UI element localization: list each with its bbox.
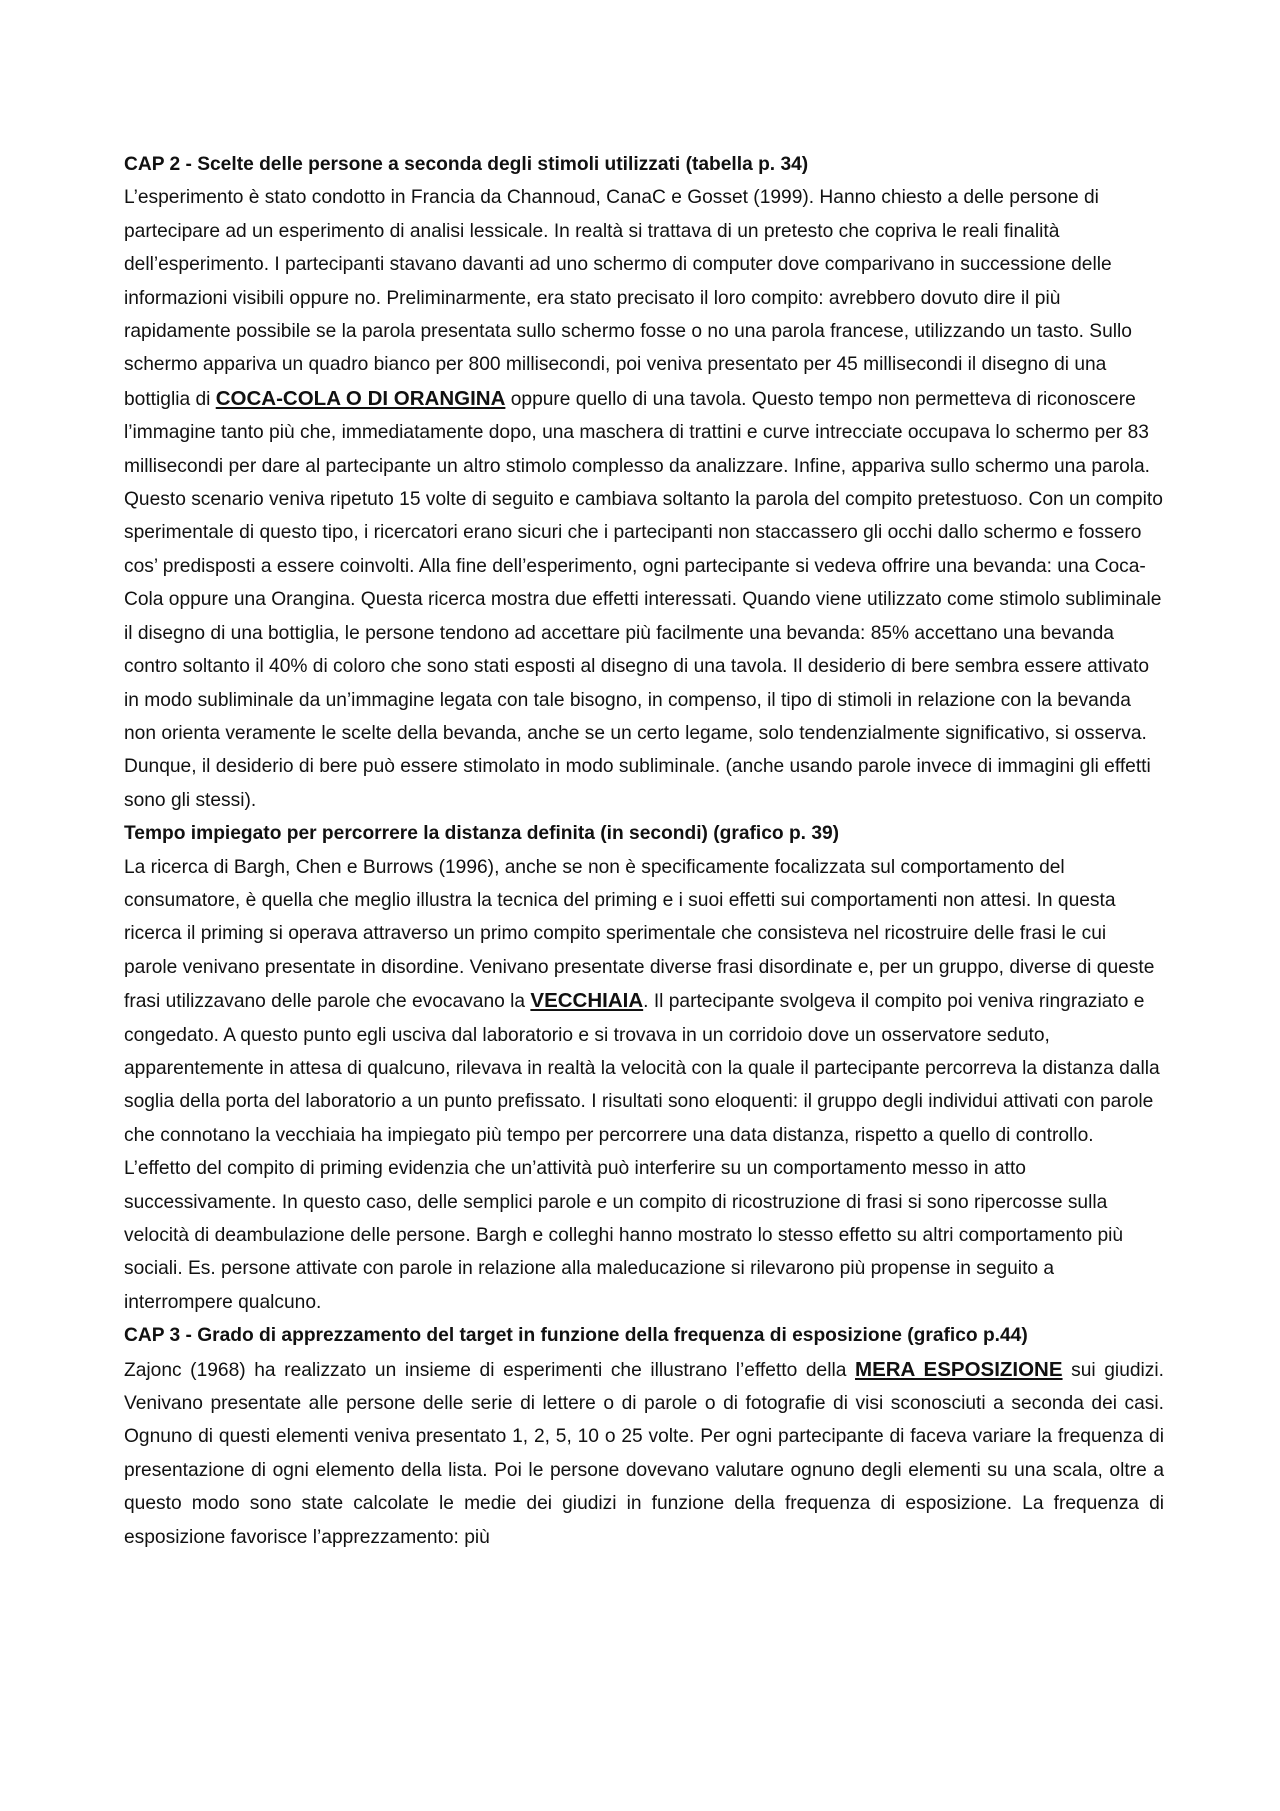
- paragraph-cap2: [124, 181, 1164, 817]
- paragraph-tempo: [124, 851, 1164, 1320]
- keyword-mera-esposizione: MERA ESPOSIZIONE: [855, 1357, 1063, 1381]
- paragraph-text: L’esperimento è stato condotto in Francia da Channoud, CanaC e Gosset (1999). Hanno chiesto a delle persone di partecipare ad un esperimento di analisi lessicale. In realtà si trattava di un pretesto che copriva le reali finalità dell’esperimento. I partecipanti stavano davanti ad uno schermo di computer dove comparivano in successione delle informazioni visibili oppure no. Preliminarmente, era stato precisato il loro compito: avrebbero dovuto dire il più rapidamente possibile se la parola presentata sullo schermo fosse o no una parola francese, utilizzando un tasto. Sullo schermo appariva un quadro bianco per 800 millisecondi, poi veniva presentato per 45 millisecondi il disegno di una bottiglia di: [124, 187, 1132, 410]
- paragraph-text: Zajonc (1968) ha realizzato un insieme di esperimenti che illustrano l’effetto della: [124, 1359, 855, 1381]
- paragraph-text: sui giudizi. Venivano presentate alle persone delle serie di lettere o di parole o di fotografie di visi sconosciuti a seconda dei casi. Ognuno di questi elementi veniva presentato 1, 2, 5, 10 o 25 volte. Per ogni partecipante di faceva variare la frequenza di presentazione di ogni elemento della lista. Poi le persone dovevano valutare ognuno degli elementi su una scala, oltre a questo modo sono state calcolate le medie dei giudizi in funzione della frequenza di esposizione. La frequenza di esposizione favorisce l’apprezzamento: più: [124, 1359, 1164, 1548]
- paragraph-text: La ricerca di Bargh, Chen e Burrows (1996), anche se non è specificamente focalizzata sul comportamento del consumatore, è quella che meglio illustra la tecnica del priming e i suoi effetti sui comportamenti non attesi. In questa ricerca il priming si operava attraverso un primo compito sperimentale che consisteva nel ricostruire delle frasi le cui parole venivano presentate in disordine. Venivano presentate diverse frasi disordinate e, per un gruppo, diverse di queste frasi utilizzavano delle parole che evocavano la: [124, 856, 1155, 1013]
- keyword-vecchiaia: VECCHIAIA: [530, 989, 644, 1013]
- paragraph-cap3: [124, 1353, 1164, 1554]
- document-page: [124, 148, 1164, 1554]
- keyword-coca-cola-orangina: COCA-COLA O DI ORANGINA: [215, 386, 506, 410]
- section-heading-cap2: CAP 2 - Scelte delle persone a seconda degli stimoli utilizzati (tabella p. 34): [124, 154, 809, 175]
- paragraph-text: . Il partecipante svolgeva il compito poi veniva ringraziato e congedato. A questo punto egli usciva dal laboratorio e si trovava in un corridoio dove un osservatore seduto, apparentemente in attesa di qualcuno, rilevava in realtà la velocità con la quale il partecipante percorreva la distanza dalla soglia della porta del laboratorio a un punto prefissato. I risultati sono eloquenti: il gruppo degli individui attivati con parole che connotano la vecchiaia ha impiegato più tempo per percorrere una data distanza, rispetto a quello di controllo. L’effetto del compito di priming evidenzia che un’attività può interferire su un comportamento messo in atto successivamente. In questo caso, delle semplici parole e un compito di ricostruzione di frasi si sono ripercosse sulla velocità di deambulazione delle persone. Bargh e colleghi hanno mostrato lo stesso effetto su altri comportamento più sociali. Es. persone attivate con parole in relazione alla maleducazione si rilevarono più propense in seguito a interrompere qualcuno.: [124, 991, 1160, 1313]
- section-heading-tempo: Tempo impiegato per percorrere la distanza definita (in secondi) (grafico p. 39): [124, 823, 840, 845]
- section-heading-cap3: CAP 3 - Grado di apprezzamento del target in funzione della frequenza di esposizione (grafico p.44): [124, 1325, 1028, 1347]
- paragraph-text: oppure quello di una tavola. Questo tempo non permetteva di riconoscere l’immagine tanto più che, immediatamente dopo, una maschera di trattini e curve intrecciate occupava lo schermo per 83 millisecondi per dare al partecipante un altro stimolo complesso da analizzare. Infine, appariva sullo schermo una parola. Questo scenario veniva ripetuto 15 volte di seguito e cambiava soltanto la parola del compito pretestuoso. Con un compito sperimentale di questo tipo, i ricercatori erano sicuri che i partecipanti non staccassero gli occhi dallo schermo e fossero cos’ predisposti a essere coinvolti. Alla fine dell’esperimento, ogni partecipante si vedeva offrire una bevanda: una Coca-Cola oppure una Orangina. Questa ricerca mostra due effetti interessati. Quando viene utilizzato come stimolo subliminale il disegno di una bottiglia, le persone tendono ad accettare più facilmente una bevanda: 85% accettano una bevanda contro soltanto il 40% di coloro che sono stati esposti al disegno di una tavola. Il desiderio di bere sembra essere attivato in modo subliminale da un’immagine legata con tale bisogno, in compenso, il tipo di stimoli in relazione con la bevanda non orienta veramente le scelte della bevanda, anche se un certo legame, solo tendenzialmente significativo, si osserva. Dunque, il desiderio di bere può essere stimolato in modo subliminale. (anche usando parole invece di immagini gli effetti sono gli stessi).: [124, 388, 1163, 811]
